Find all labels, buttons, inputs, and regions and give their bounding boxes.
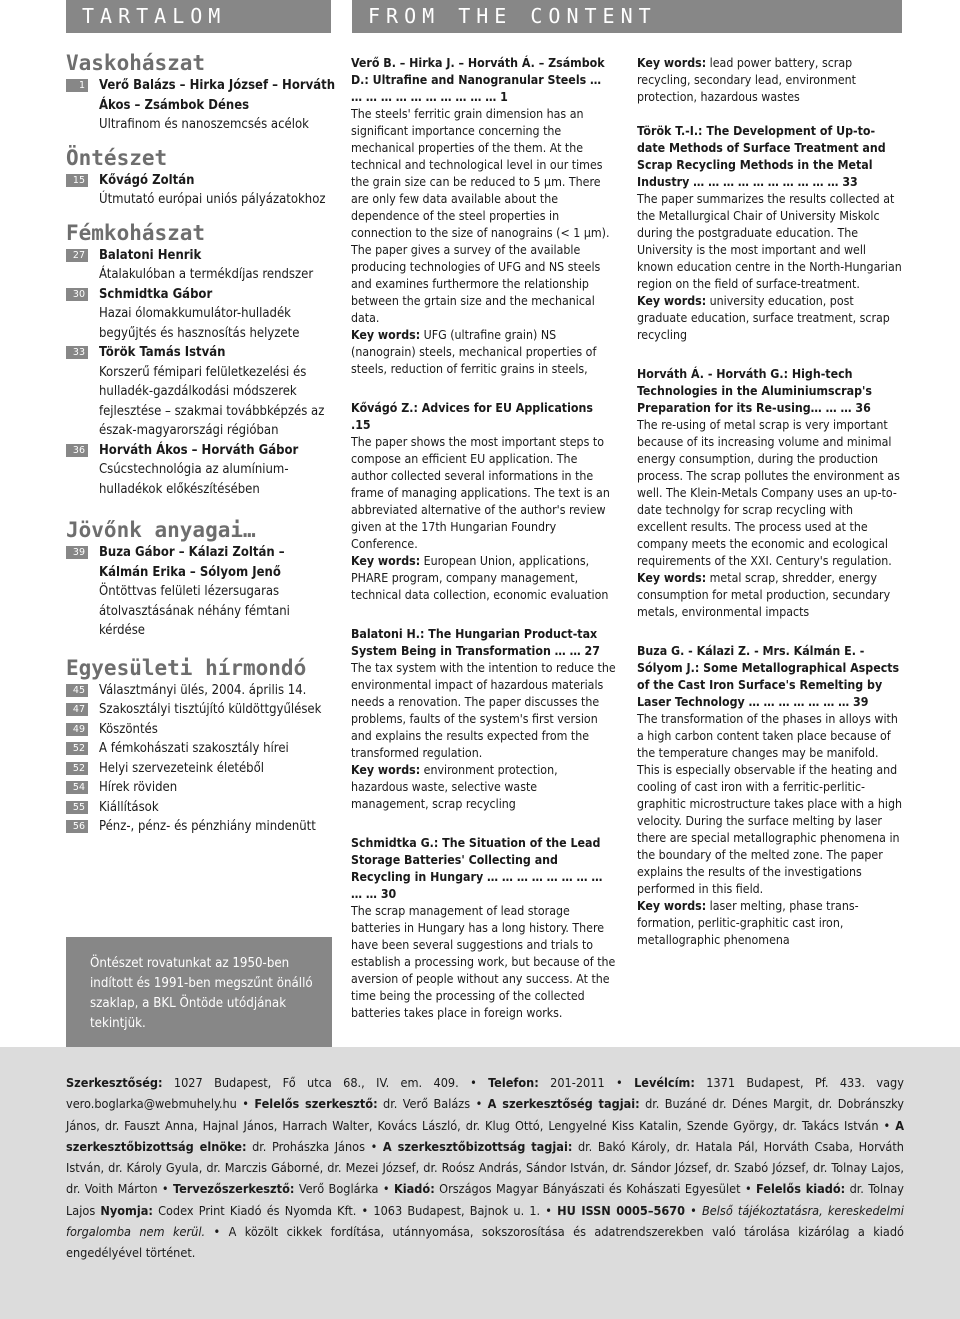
page-number-badge: 30: [66, 288, 88, 301]
page-number-badge: 39: [66, 546, 88, 559]
page-number-badge: 52: [66, 762, 88, 775]
entry-title: Hírek röviden: [99, 780, 178, 795]
toc-entry: [66, 739, 336, 759]
article-keywords: [637, 570, 903, 621]
section-title: Vaskohászat: [66, 51, 206, 75]
toc-entry: [66, 681, 336, 701]
imprint-label: A szerkesztőbizottság tagjai:: [382, 1138, 573, 1154]
article-keywords: [351, 762, 616, 813]
keywords-label: Key words:: [637, 899, 707, 913]
article-body: The tax system with the intention to reduce the environmental impact of hazardous materials needs a renovation. The paper discusses the problems, faults of the system's first version and explains the results expected from the transformed regulation.: [351, 661, 616, 760]
article-body: The transformation of the phases in alloys with a high carbon content taken place because of the temperature changes may be manifold. This is especially observable if the heating and cooling of cast iron with a ferritic-perlitic-graphitic microstructure takes place with a high velocity. During the surface melting by laser there are special metallographic phenomena in the boundary of the melted zone. The paper explains the results of the investigations performed in this field.: [637, 712, 902, 896]
imprint-label: Kiadó:: [394, 1181, 435, 1197]
section-title: Fémkohászat: [66, 220, 206, 245]
imprint-value: 1371 Budapest, Pf. 433. vagy vero.boglarka@webmuhely.hu: [66, 1075, 904, 1112]
imprint-value: dr. Prohászka János: [252, 1138, 366, 1154]
toc-entry: [66, 76, 336, 135]
imprint-label: Nyomja:: [100, 1202, 153, 1218]
abstracts-column-middle: [351, 55, 616, 1039]
imprint-value: Codex Print Kiadó és Nyomda Kft. • 1063 Budapest, Bajnok u. 1.: [158, 1202, 541, 1218]
entry-title: Útmutató európai uniós pályázatokhoz: [99, 192, 326, 207]
article-heading: Buza G. - Kálazi Z. - Mrs. Kálmán E. - Sólyom J.: Some Metallographical Aspects of the Cast Iron Surface's Remelting by Laser Technology … … … … … … … 39: [637, 644, 900, 709]
article-abstract: [351, 55, 616, 378]
toc-entry: [66, 285, 336, 344]
entry-authors: Török Tamás István: [99, 345, 226, 360]
entry-title: Korszerű fémipari felületkezelési és hulladék-gazdálkodási módszerek fejlesztése – szakmai továbbképzés az észak-magyarországi régióban: [99, 364, 325, 438]
toc-entry: [66, 246, 336, 285]
imprint-text: Szerkesztőség: 1027 Budapest, Fő utca 68., IV. em. 409. • Telefon: 201-2011 • Levélcím: 1371 Budapest, Pf. 433. vagy vero.boglarka@webmuhely.hu • Felelős szerkesztő: dr. Verő Balázs • A szerkesztőség tagjai: dr. Buzáné dr. Dénes Margit, dr. Dobránszky János, dr. Fauszt Anna, Hajnal János, Harrach Walter, Kovács László, dr. Klug Ottó, Lengyelné Kiss Katalin, Szende György, dr. Takács István • A szerkesztőbizottság elnöke: dr. Prohászka János • A szerkesztőbizottság tagjai: dr. Bakó Károly, dr. Hatala Pál, Horváth Csaba, Horváth István, dr. Károly Gyula, dr. Marczis Gáborné, dr. Mezei József, dr. Roósz András, Sándor István, dr. Sándor József, dr. Szabó József, dr. Tolnay Lajos, dr. Voith Márton • Tervezőszerkesztő: Verő Boglárka • Kiadó: Országos Magyar Bányászati és Kohászati Egyesület • Felelős kiadó: dr. Tolnay Lajos Nyomja: Codex Print Kiadó és Nyomda Kft. • 1063 Budapest, Bajnok u. 1. • HU ISSN 0005–5670 • Belső tájékoztatásra, kereskedelmi forgalomba nem kerül. • A közölt cikkek fordítása, utánnyomása, sokszorosítása és adatrendszerekben való tárolása kizárólag a kiadó engedélyével történet.: [66, 1075, 904, 1261]
keywords-text: European Union, applications, PHARE program, company management, technical data collection, economic evaluation: [351, 554, 609, 602]
abstracts-column-right: [637, 55, 903, 966]
entry-title: Hazai ólomakkumulátor-hulladék begyűjtés és hasznosítás helyzete: [99, 306, 300, 341]
article-keywords: [351, 553, 616, 604]
toc-entry: [66, 700, 336, 720]
copyright-note: A közölt cikkek fordítása, utánnyomása, sokszorosítása és adatrendszerekben való tárolása kizárólag a kiadó engedélyével történet.: [66, 1224, 904, 1261]
toc-entry: [66, 778, 336, 798]
article-heading: Kővágó Z.: Advices for EU Applications .15: [351, 401, 593, 432]
page-number-badge: 49: [66, 723, 88, 736]
article-keywords: [351, 327, 616, 378]
article-keywords-continued: [637, 55, 903, 106]
imprint-value: dr. Buzáné dr. Dénes Margit, dr. Dobránszky János, dr. Fauszt Anna, Hajnal János, Harrach Walter, Kovács László, dr. Klug Ottó, Lengyelné Kiss Katalin, Szende György, dr. Takács István: [66, 1096, 904, 1133]
entry-title: Kiállítások: [99, 799, 159, 815]
article-heading: Verő B. – Hirka J. – Horváth Á. – Zsámbok D.: Ultrafine and Nanogranular Steels … … … … … … … … … … … 1: [351, 56, 605, 104]
entry-title: Öntöttvas felületi lézersugaras átolvasztásának néhány fémtani kérdése: [99, 584, 290, 638]
section-title: Öntészet: [66, 145, 168, 170]
toc-entry: [66, 720, 336, 740]
entry-title: Helyi szervezeteink életéből: [99, 760, 265, 776]
page-number-badge: 52: [66, 742, 88, 755]
page-number-badge: 54: [66, 781, 88, 794]
entry-title: Szakosztályi tisztújító küldöttgyűlések: [99, 702, 322, 717]
imprint-label: Telefon:: [488, 1075, 539, 1090]
imprint-value: 1027 Budapest, Fő utca 68., IV. em. 409.: [173, 1075, 459, 1090]
entry-title: Választmányi ülés, 2004. április 14.: [99, 682, 307, 698]
keywords-label: Key words:: [351, 328, 421, 342]
article-body: The paper summarizes the results collected at the Metallurgical Chair of University Miskolc during the postgraduate education. The University is the most important and well known education centre in the North-Hungarian region on the field of surface-treatment.: [637, 192, 902, 291]
section-title: Egyesületi hírmondó: [66, 655, 307, 680]
imprint-value: dr. Tolnay Lajos: [66, 1181, 904, 1218]
imprint-label: Szerkesztőség:: [66, 1075, 163, 1090]
footnote-text: Öntészet rovatunkat az 1950-ben indított és 1991-ben megszűnt önálló szaklap, a BKL Öntöde utódjának tekintjük.: [90, 956, 313, 1031]
toc-entry: [66, 759, 336, 779]
article-abstract: [351, 835, 616, 1022]
content-header-label: FROM THE CONTENT: [368, 4, 657, 28]
imprint-label: Tervezőszerkesztő:: [173, 1181, 295, 1197]
entry-authors: Schmidtka Gábor: [99, 286, 213, 302]
keywords-label: Key words:: [637, 56, 707, 70]
keywords-text: metal scrap, shredder, energy consumption for metal production, secundary metals, environmental impacts: [637, 571, 891, 619]
article-abstract: [351, 626, 616, 813]
page-number-badge: 56: [66, 820, 88, 833]
entry-authors: Buza Gábor – Kálazi Zoltán – Kálmán Erika – Sólyom Jenő: [99, 545, 285, 580]
entry-title: Csúcstechnológia az alumínium-hulladékok előkészítésében: [99, 462, 289, 497]
imprint-label: A szerkesztőség tagjai:: [487, 1096, 640, 1112]
article-abstract: [637, 123, 903, 344]
article-body: The scrap management of lead storage batteries in Hungary has a long history. There have been several suggestions and trials to establish a processing work, but because of the aversion of people without any success. At the time being the processing of the collected batteries takes place in foreign works.: [351, 904, 616, 1020]
article-abstract: [351, 400, 616, 604]
article-body: The re-using of metal scrap is very important because of its increasing volume and minimal energy consumption, during the production process. The scrap pollutes the environment as well. The Klein-Metals Company uses an up-to-date technolgy for scrap recycling with excellent results. The process used at the company meets the economic and ecological requirements of the XXI. Century's regulation.: [637, 418, 900, 568]
imprint-label: Felelős kiadó:: [756, 1181, 846, 1197]
entry-title: Átalakulóban a termékdíjas rendszer: [99, 267, 314, 282]
article-body: The paper shows the most important steps to compose an efficient EU application. The author collected several informations in the frame of managing applications. The text is an abbreviated alternative of the author's review given at the 17th Hungarian Foundry Conference.: [351, 435, 610, 551]
article-abstract: [637, 366, 903, 621]
distribution-note: Belső tájékoztatásra, kereskedelmi forgalomba nem kerül.: [66, 1202, 904, 1240]
imprint-value: Országos Magyar Bányászati és Kohászati Egyesület: [439, 1181, 741, 1197]
entry-authors: Verő Balázs – Hirka József – Horváth Ákos – Zsámbok Dénes: [99, 78, 336, 113]
imprint-value: Verő Boglárka: [298, 1181, 379, 1197]
page-number-badge: 33: [66, 346, 88, 359]
imprint-label: Felelős szerkesztő:: [254, 1096, 378, 1112]
article-heading: Horváth Á. - Horváth G.: High-tech Technologies in the Aluminiumscrap's Preparation for its Re-using… … … 36: [637, 367, 872, 415]
page-number-badge: 1: [66, 79, 88, 92]
toc-header-label: TARTALOM: [82, 4, 227, 28]
keywords-text: environment protection, hazardous waste, selective waste management, scrap recycling: [351, 763, 558, 811]
imprint-label: A szerkesztőbizottság elnöke:: [66, 1117, 904, 1154]
page-number-badge: 27: [66, 249, 88, 262]
article-heading: Balatoni H.: The Hungarian Product-tax System Being in Transformation … … 27: [351, 627, 600, 658]
entry-title: Ultrafinom és nanoszemcsés acélok: [99, 117, 309, 132]
toc-entry: [66, 343, 336, 441]
entry-title: A fémkohászati szakosztály hírei: [99, 741, 289, 756]
issn: HU ISSN 0005–5670: [557, 1202, 686, 1218]
entry-title: Pénz-, pénz- és pénzhiány mindenütt: [99, 819, 316, 834]
page-number-badge: 55: [66, 801, 88, 814]
keywords-text: laser melting, phase trans-formation, perlitic-graphitic cast iron, metallographic phenomena: [637, 899, 859, 947]
entry-authors: Horváth Ákos – Horváth Gábor: [99, 442, 299, 458]
keywords-text: university education, post graduate education, surface treatment, scrap recycling: [637, 294, 890, 342]
entry-title: Köszöntés: [99, 721, 158, 737]
page-number-badge: 45: [66, 684, 88, 697]
article-heading: Schmidtka G.: The Situation of the Lead Storage Batteries' Collecting and Recycling in Hungary … … … … … … … … … … 30: [351, 836, 603, 901]
content-header: [352, 0, 902, 33]
entry-authors: Kővágó Zoltán: [99, 172, 195, 188]
imprint-label: Levélcím:: [634, 1075, 695, 1090]
section-title: Jövőnk anyagai…: [66, 518, 256, 542]
article-keywords: [637, 898, 903, 949]
imprint-box: [0, 1047, 960, 1319]
table-of-contents: [66, 50, 336, 837]
imprint-value: dr. Verő Balázs: [383, 1096, 471, 1112]
toc-entry: [66, 441, 336, 500]
keywords-label: Key words:: [637, 294, 707, 308]
article-abstract: [637, 643, 903, 949]
keywords-text: lead power battery, scrap recycling, secondary lead, environment protection, hazardous wastes: [637, 56, 856, 104]
keywords-label: Key words:: [351, 763, 421, 777]
imprint-value: dr. Bakó Károly, dr. Hatala Pál, Horváth Csaba, Horváth István, dr. Károly Gyula, dr. Marczis Gáborné, dr. Mezei József, dr. Roósz András, Sándor István, dr. Sándor József, dr. Szabó József, dr. Tolnay Lajos, dr. Voith Márton: [66, 1138, 904, 1197]
imprint-value: 201-2011: [550, 1075, 605, 1090]
keywords-text: UFG (ultrafine grain) NS (nanograin) steels, mechanical properties of steels, reduction of ferritic grains in steels,: [351, 328, 597, 376]
article-heading: Török T.-I.: The Development of Up-to-date Methods of Surface Treatment and Scrap Recycling Methods in the Metal Industry … … … … … … … … … … 33: [637, 124, 886, 189]
toc-entry: [66, 171, 336, 210]
toc-entry: [66, 817, 336, 837]
article-body: The steels' ferritic grain dimension has an significant importance concerning the mechanical properties of the them. At the technical and technological level in our times the grain size can be reduced to 5 μm. There are only few data available about the dependence of the steel properties in connection to the size of nanograins (< 1 μm). The paper gives a survey of the available producing technologies of UFG and NS steels and examines furthermore the relationship between the grtain size and the mechanical data.: [351, 107, 610, 325]
article-keywords: [637, 293, 903, 344]
keywords-label: Key words:: [351, 554, 421, 568]
page-number-badge: 15: [66, 174, 88, 187]
keywords-label: Key words:: [637, 571, 707, 585]
entry-authors: Balatoni Henrik: [99, 247, 202, 263]
toc-entry: [66, 543, 336, 641]
footnote-box: [66, 937, 332, 1049]
page-number-badge: 36: [66, 444, 88, 457]
toc-entry: [66, 798, 336, 818]
page-number-badge: 47: [66, 703, 88, 716]
toc-header: [66, 0, 331, 33]
